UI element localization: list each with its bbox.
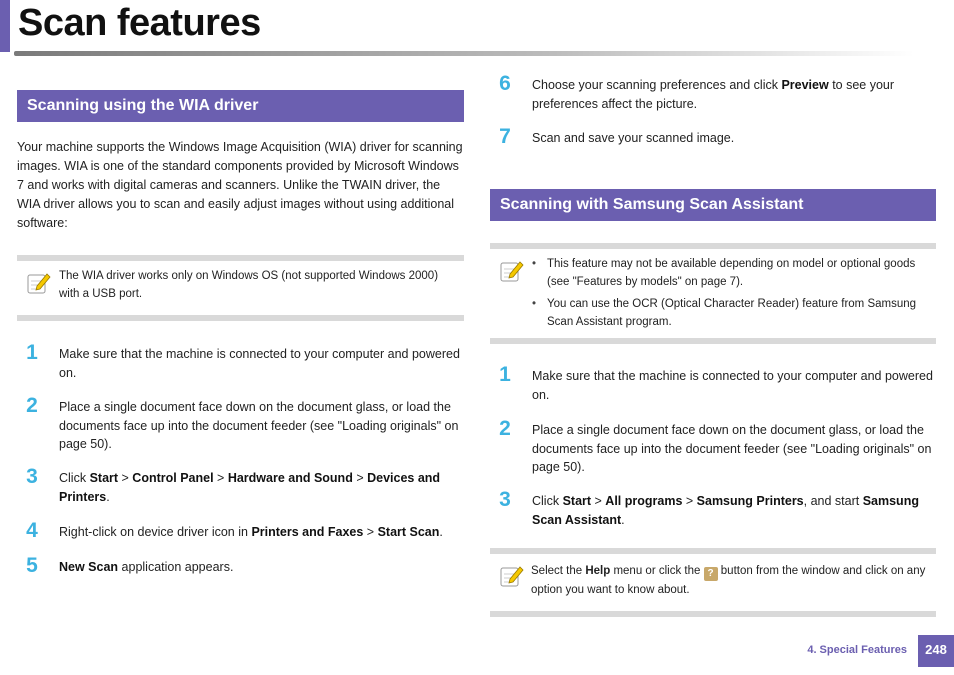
step-text: Right-click on device driver icon in Printers and Faxes > Start Scan.	[59, 525, 443, 539]
step-number: 4	[26, 519, 38, 542]
step-text: Make sure that the machine is connected to your computer and powered on.	[532, 369, 933, 402]
section-header-scan-assistant: Scanning with Samsung Scan Assistant	[490, 189, 936, 221]
footer-chapter-label: 4. Special Features	[807, 644, 907, 656]
step-number: 3	[26, 465, 38, 488]
note-text-help: Select the Help menu or click the ? button from the window and click on any option you want to know about.	[531, 565, 926, 596]
step-number: 2	[26, 394, 38, 417]
step-text: Make sure that the machine is connected to your computer and powered on.	[59, 347, 460, 380]
note-text-wia: The WIA driver works only on Windows OS (not supported Windows 2000) with a USB port.	[59, 270, 439, 300]
step-text: Click Start > Control Panel > Hardware and Sound > Devices and Printers.	[59, 471, 441, 504]
page-title: Scan features	[18, 2, 261, 44]
step-text: Place a single document face down on the document glass, or load the documents face up into the document feeder (see "Loading originals" on page 50).	[59, 400, 459, 451]
section-header-wia: Scanning using the WIA driver	[17, 90, 464, 122]
step-text: Choose your scanning preferences and click Preview to see your preferences affect the picture.	[532, 78, 895, 111]
wia-intro-text: Your machine supports the Windows Image Acquisition (WIA) driver for scanning images. WIA is one of the standard components provided by Microsoft Windows 7 and works with digital cameras and scanners. Unlike the TWAIN driver, the WIA driver allows you to scan and easily adjust images without using additional software:	[17, 140, 463, 230]
note-box-help	[490, 548, 936, 617]
step-number: 2	[499, 417, 511, 440]
title-divider	[14, 51, 914, 56]
title-accent-bar	[0, 0, 10, 52]
note-pencil-icon	[498, 258, 524, 284]
step-number: 6	[499, 72, 511, 95]
note-pencil-icon	[498, 563, 524, 589]
step-number: 5	[26, 554, 38, 577]
note-pencil-icon	[25, 270, 51, 296]
step-number: 7	[499, 125, 511, 148]
step-number: 1	[26, 341, 38, 364]
step-text: Click Start > All programs > Samsung Printers, and start Samsung Scan Assistant.	[532, 494, 919, 527]
step-text: New Scan application appears.	[59, 560, 234, 574]
step-text: Place a single document face down on the document glass, or load the documents face up into the document feeder (see "Loading originals" on page 50).	[532, 423, 932, 474]
note-bullet: • You can use the OCR (Optical Character Reader) feature from Samsung Scan Assistant program.	[532, 295, 936, 331]
page-number-badge: 248	[918, 635, 954, 667]
step-number: 1	[499, 363, 511, 386]
note-bullet: • This feature may not be available depending on model or optional goods (see "Features by models" on page 7).	[532, 255, 936, 291]
step-number: 3	[499, 488, 511, 511]
help-question-icon: ?	[704, 567, 718, 581]
step-text: Scan and save your scanned image.	[532, 131, 735, 145]
note-box-scan-assistant	[490, 243, 936, 344]
note-bullet-list	[532, 255, 936, 335]
note-box-wia	[17, 255, 464, 321]
